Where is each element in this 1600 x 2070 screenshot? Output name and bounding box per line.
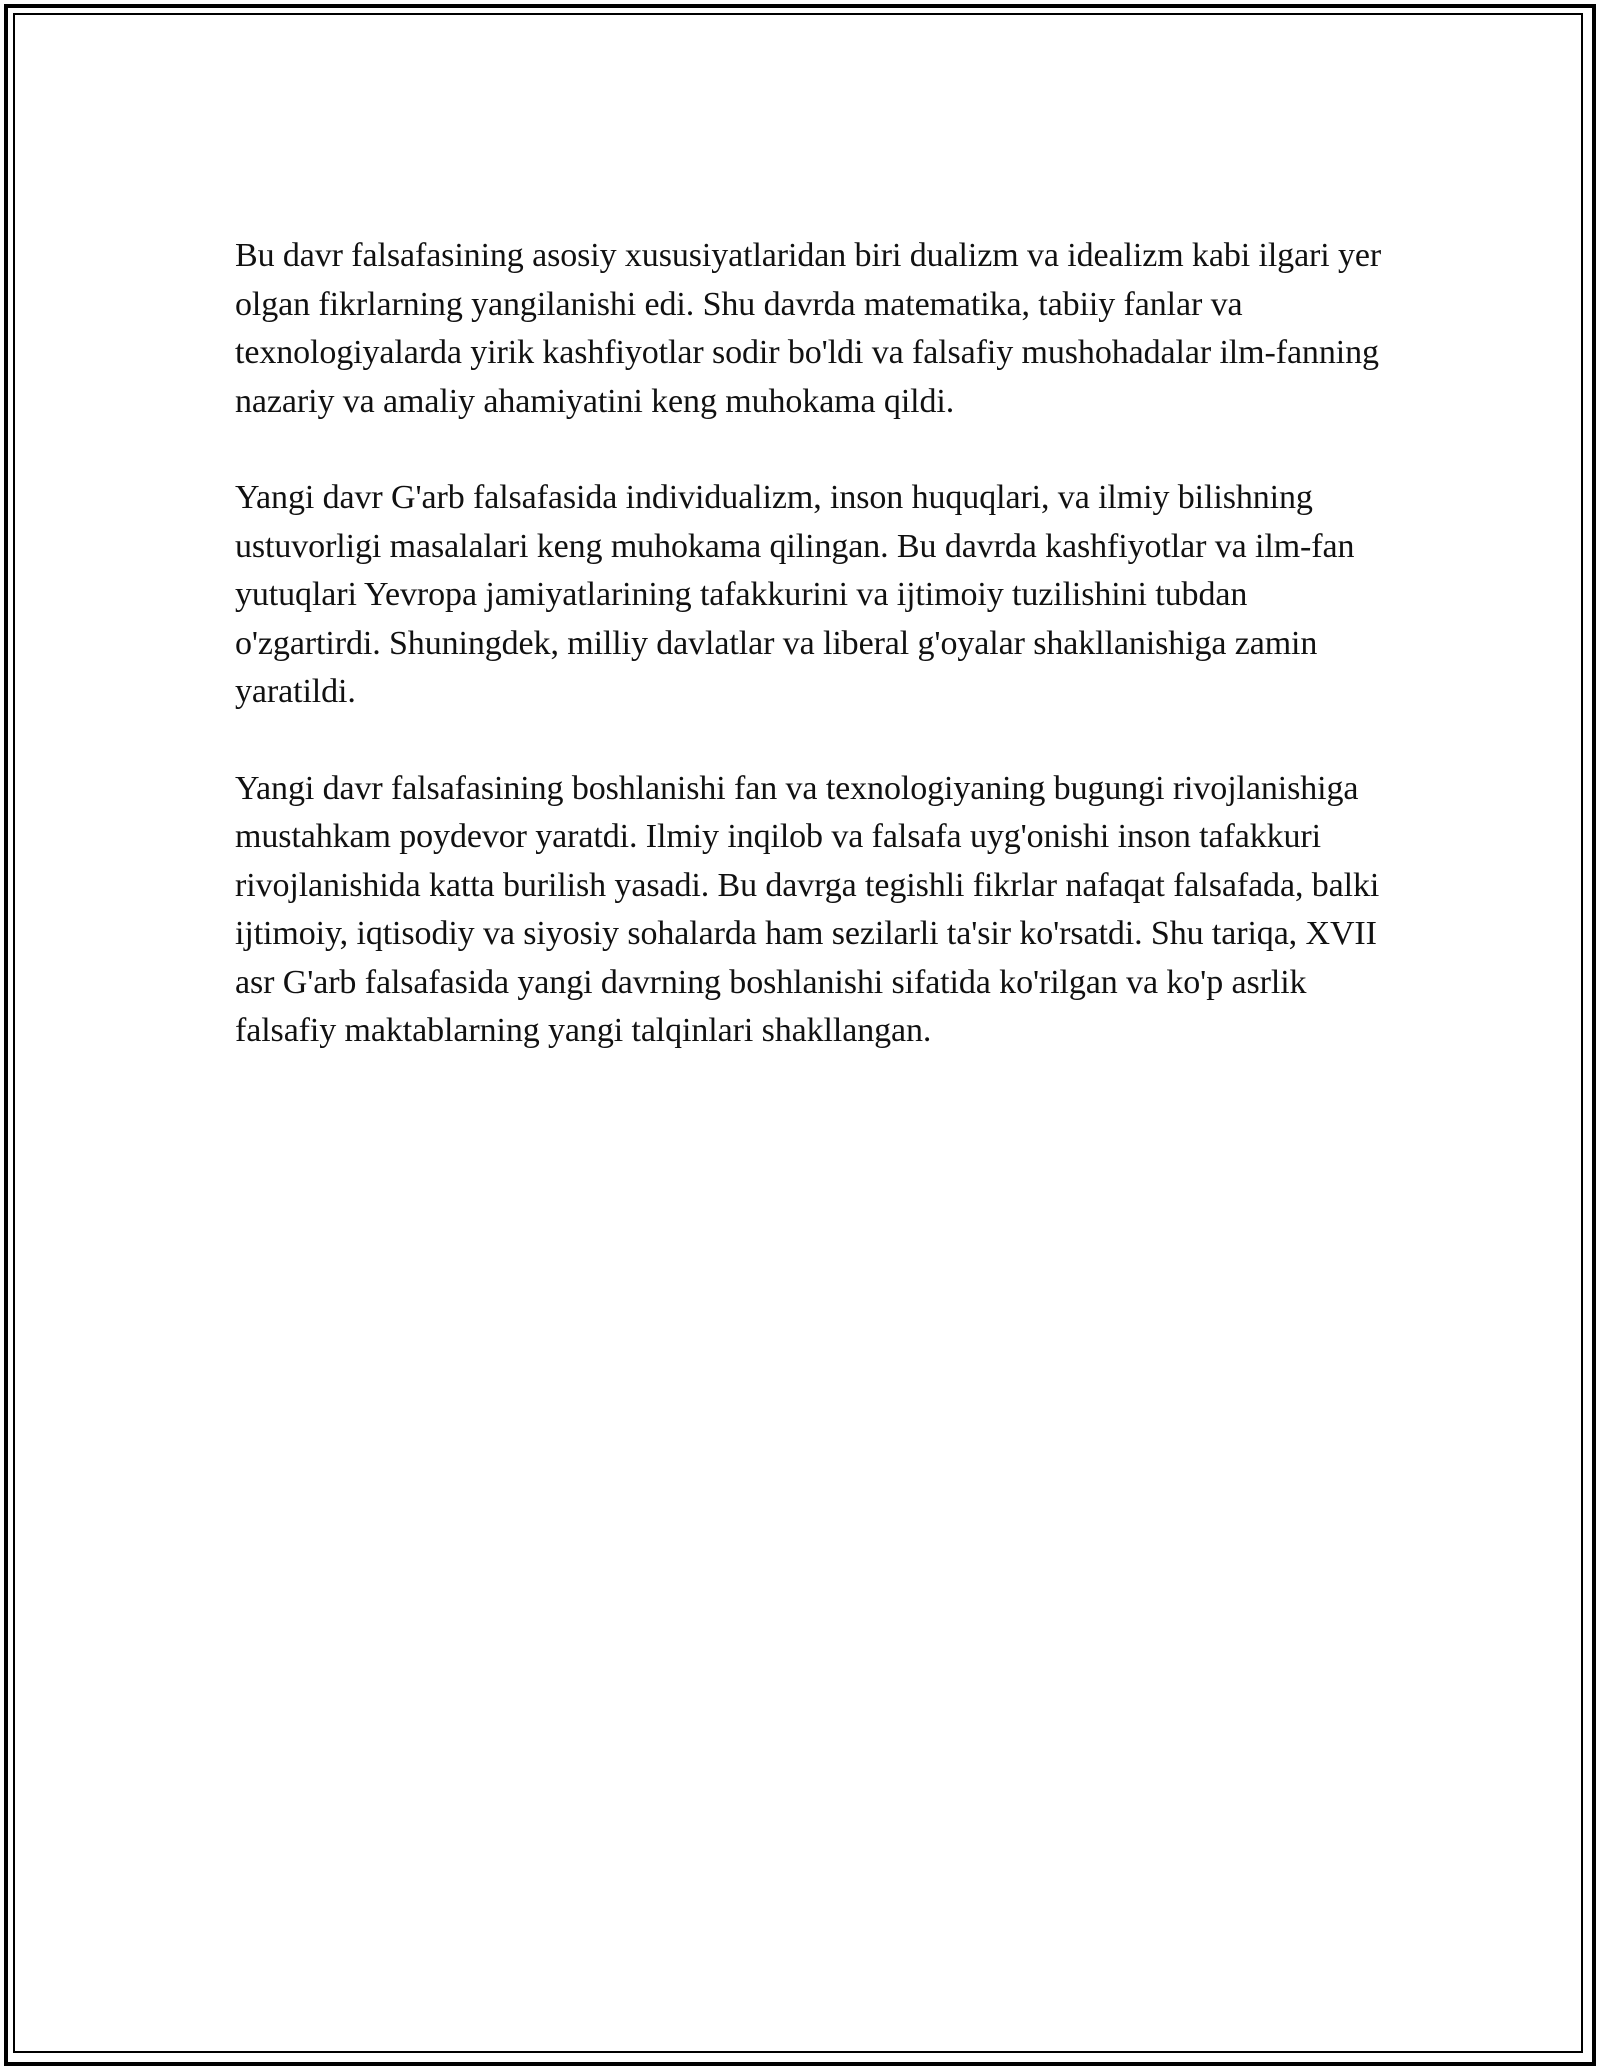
paragraph-2: Yangi davr G'arb falsafasida individualizm, inson huquqlari, va ilmiy bilishning ustuvorligi masalalari keng muhokama qilingan. Bu davrda kashfiyotlar va ilm-fan yutuqlari Yevropa jamiyatlarining tafakkurini va ijtimoiy tuzilishini tubdan o'zgartirdi. Shuningdek, milliy davlatlar va liberal g'oyalar shakllanishiga zamin yaratildi. bbox=[235, 479, 1355, 710]
paragraph-3: Yangi davr falsafasining boshlanishi fan va texnologiyaning bugungi rivojlanishiga mustahkam poydevor yaratdi. Ilmiy inqilob va falsafa uyg'onishi inson tafakkuri rivojlanishida katta burilish yasadi. Bu davrga tegishli fikrlar nafaqat falsafada, balki ijtimoiy, iqtisodiy va siyosiy sohalarda ham sezilarli ta'sir ko'rsatdi. Shu tariqa, XVII asr G'arb falsafasida yangi davrning boshlanishi sifatida ko'rilgan va ko'p asrlik falsafiy maktablarning yangi talqinlari shakllangan. bbox=[235, 769, 1380, 1049]
paragraph-1: Bu davr falsafasining asosiy xususiyatlaridan biri dualizm va idealizm kabi ilgari yer olgan fikrlarning yangilanishi edi. Shu davrda matematika, tabiiy fanlar va texnologiyalarda yirik kashfiyotlar sodir bo'ldi va falsafiy mushohadalar ilm-fanning nazariy va amaliy ahamiyatini keng muhokama qildi. bbox=[235, 237, 1382, 420]
document-body bbox=[235, 232, 1385, 1104]
